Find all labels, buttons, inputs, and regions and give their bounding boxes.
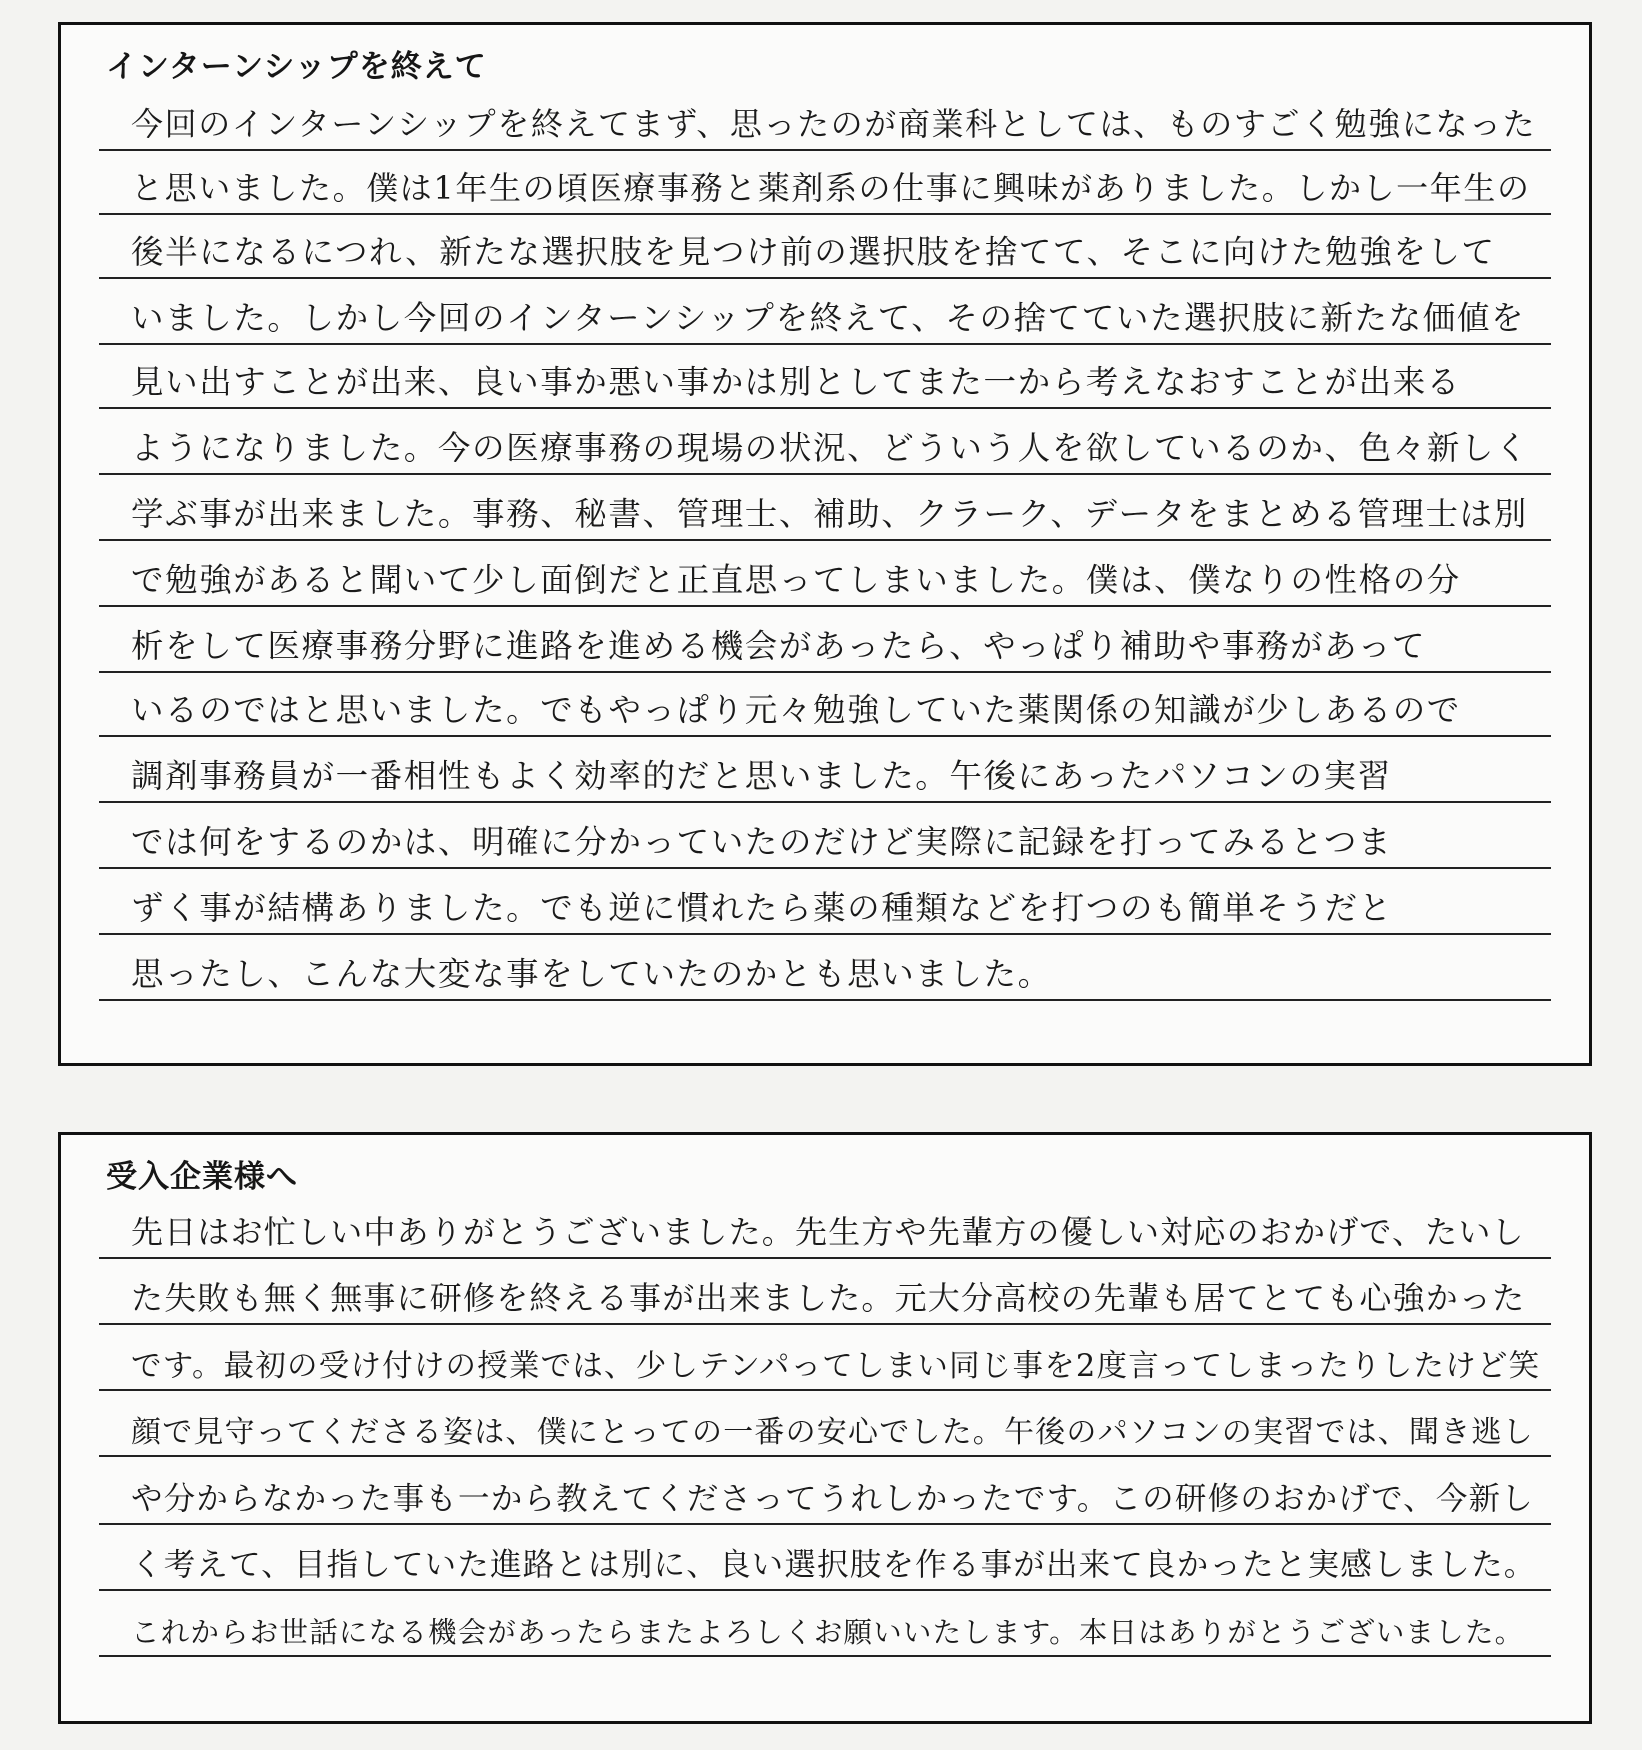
internship-reflection-box bbox=[58, 22, 1592, 1066]
handwritten-line: ずく事が結構ありました。でも逆に慣れたら薬の種類などを打つのも簡単そうだと bbox=[131, 889, 1393, 927]
ruled-line bbox=[99, 93, 1551, 151]
handwritten-line: 後半になるにつれ、新たな選択肢を見つけ前の選択肢を捨てて、そこに向けた勉強をして bbox=[131, 233, 1496, 271]
ruled-line bbox=[99, 351, 1551, 409]
handwritten-line: た失敗も無く無事に研修を終える事が出来ました。元大分高校の先輩も居てとても心強かった bbox=[131, 1279, 1526, 1317]
handwritten-line: で勉強があると聞いて少し面倒だと正直思ってしまいました。僕は、僕なりの性格の分 bbox=[131, 561, 1461, 599]
handwritten-line: 先日はお忙しい中ありがとうございました。先生方や先輩方の優しい対応のおかげで、たいし bbox=[131, 1213, 1525, 1251]
handwritten-line: 学ぶ事が出来ました。事務、秘書、管理士、補助、クラーク、データをまとめる管理士は別 bbox=[131, 495, 1528, 533]
ruled-line bbox=[99, 943, 1551, 1001]
message-to-company-box bbox=[58, 1132, 1592, 1724]
section-title: 受入企業様へ bbox=[106, 1159, 298, 1195]
ruled-line bbox=[99, 1333, 1551, 1391]
ruled-line bbox=[99, 877, 1551, 935]
ruled-line bbox=[99, 1533, 1551, 1591]
ruled-line bbox=[99, 549, 1551, 607]
ruled-line bbox=[99, 1599, 1551, 1657]
ruled-line bbox=[99, 615, 1551, 673]
handwritten-line: いました。しかし今回のインターンシップを終えて、その捨てていた選択肢に新たな価値を bbox=[131, 299, 1526, 337]
handwritten-line: 析をして医療事務分野に進路を進める機会があったら、やっぱり補助や事務があって bbox=[131, 627, 1427, 665]
handwritten-line: や分からなかった事も一から教えてくださってうれしかったです。この研修のおかげで、今新し bbox=[131, 1481, 1534, 1517]
ruled-line bbox=[99, 1267, 1551, 1325]
ruled-line bbox=[99, 483, 1551, 541]
ruled-line bbox=[99, 417, 1551, 475]
ruled-line bbox=[99, 1201, 1551, 1259]
ruled-line bbox=[99, 287, 1551, 345]
handwritten-line: 顔で見守ってくださる姿は、僕にとっての一番の安心でした。午後のパソコンの実習では、聞き逃し bbox=[131, 1415, 1534, 1450]
ruled-line bbox=[99, 157, 1551, 215]
handwritten-line: く考えて、目指していた進路とは別に、良い選択肢を作る事が出来て良かったと実感しました。 bbox=[131, 1547, 1537, 1583]
handwritten-line: ようになりました。今の医療事務の現場の状況、どういう人を欲しているのか、色々新しく bbox=[131, 429, 1530, 467]
handwritten-line: 調剤事務員が一番相性もよく効率的だと思いました。午後にあったパソコンの実習 bbox=[131, 757, 1392, 795]
ruled-line bbox=[99, 679, 1551, 737]
handwritten-line: では何をするのかは、明確に分かっていたのだけど実際に記録を打ってみるとつま bbox=[131, 823, 1393, 861]
handwritten-line: 見い出すことが出来、良い事か悪い事かは別としてまた一から考えなおすことが出来る bbox=[131, 363, 1461, 401]
handwritten-line: いるのではと思いました。でもやっぱり元々勉強していた薬関係の知識が少しあるので bbox=[131, 691, 1461, 729]
section-title: インターンシップを終えて bbox=[106, 49, 487, 85]
ruled-line bbox=[99, 745, 1551, 803]
ruled-line bbox=[99, 811, 1551, 869]
handwritten-line: です。最初の受け付けの授業では、少しテンパってしまい同じ事を2度言ってしまったりしたけど笑 bbox=[131, 1349, 1541, 1384]
handwritten-line: 思ったし、こんな大変な事をしていたのかとも思いました。 bbox=[131, 955, 1052, 993]
handwritten-line: 今回のインターンシップを終えてまず、思ったのが商業科としては、ものすごく勉強になった bbox=[131, 105, 1537, 143]
ruled-line bbox=[99, 1399, 1551, 1457]
ruled-lines bbox=[61, 25, 1589, 1063]
handwritten-line: と思いました。僕は1年生の頃医療事務と薬剤系の仕事に興味がありました。しかし一年生の bbox=[131, 169, 1531, 207]
ruled-line bbox=[99, 1467, 1551, 1525]
ruled-lines bbox=[61, 1135, 1589, 1721]
handwritten-line: これからお世話になる機会があったらまたよろしくお願いいたします。本日はありがとうございました。 bbox=[131, 1616, 1525, 1649]
ruled-line bbox=[99, 221, 1551, 279]
